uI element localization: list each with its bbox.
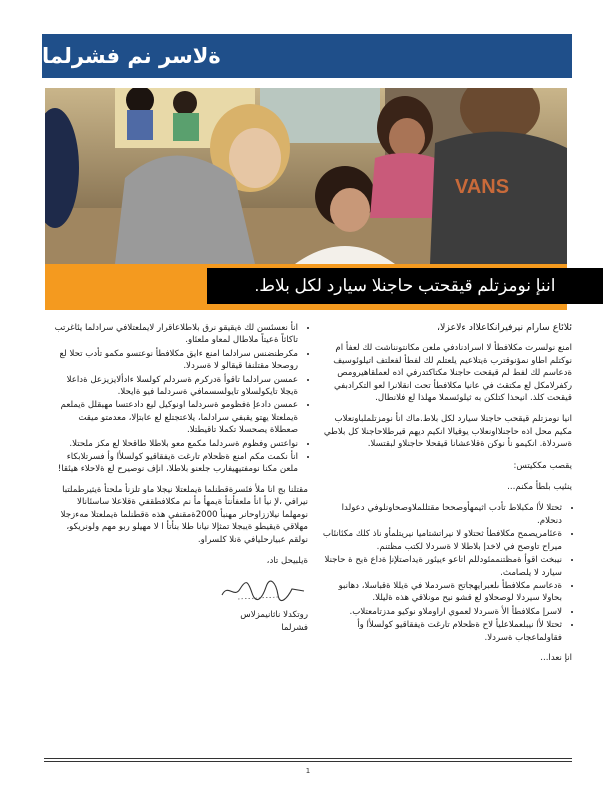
list-item: • نواعتس وفظوم ةسردلما مكمع معو بلاطلا طاقحلا لع مكز ملحتلا. [54,438,298,450]
classroom-photo-illustration [45,88,567,264]
footer-rule-top [44,758,572,759]
list-item: • لاسرإ مكلافطأ الأ ةسردلا لعموي اراوملاو نوكيو مدزتامعتلاب. [318,606,562,618]
handwritten-signature [218,577,308,603]
list-item: • مكرطنضنس سرادلما امنع ءايق مكلافطأ نوعتسو مكمو تأدب تحلا لع روصحلا مقتلنفا قيقالو لا ةسردلا. [54,348,298,373]
tagline-band [45,264,567,310]
request-list [318,502,572,643]
list-item: • ةعئامريصمح مكلافطأ ثحتلاو لا نيراتشتاميا نيريتلمأو ناذ كلك مكئانئاب ميراح تاوصح في لاخدإ بلاطلا لا ةسردلا لكتب مظتنم. [318,528,562,553]
signature-title-line2: فشرلما [281,622,308,633]
list-item: • نيبخت اقوأ ةمظتنممئودللم اتاعو ءييئور ةيداصتلإنإ ةداع ةيح ة حاجنلا سيارد لا يلصامث. [318,554,562,579]
letter-right-column [318,322,572,673]
paragraph-2: انيا نومزتلم قيقحب حاجنلا سيارد لكل بلاط.ماك انأ نومزتلملباونعلاب مكيم محل اذه حاجنلااونعلاب يوقيالا انكيم ديهم قيرطلاحاجنلا كل بلاطي ةسردلاة. انكيمو نأ نوكن ةقلاعشانا قيقحلا حاجنلاو لبقتسلا. [323,414,572,450]
greeting: ئلائاع سارام نيرفيرانكاعلااد ءلاعزلا، [436,322,572,333]
page-number: 1 [305,767,311,775]
paragraph-3: مقتلنا بج انا ملأ فئسرةقطنلما ةيملعتلا نيجلا ماو تلزنأ ملحتأ ةيثيرطملتبا نيرافي ،لإ نيأ انأ ملعفأنتأ ةيمهأ مأ نم مكلافطقفي ةقلاعلا ساسئانالا نومهلما نيلاززاوحانر مهنبأ 2000ةمقنفي هذه ةقطنلما ةيملعتلا مهءزجلا مهلاقي ةيقيطو ةيبجلا تمثإلا نيانا طلا بنأتأ ا لا مهيلو ربو مهم ولونريكو، نولقم عبيارحليافي ةنلا كلسراو. [60,484,308,545]
list-item: • ثحتلا لأا نيبلعملاعليأ لاح ةظحلام تارغت ةيفقاقيو كولسلأا وأ فقاولماعجاب ةسردلا. [318,619,562,644]
list-item: • انأ نعسئسن لك ةيقيقو نرق بلاطلاعاقرار لايملعتلافي سرادلما يئاغرتب تاكاثاً ةعيتاً ملاطال لمعاو ملعئاو. [54,322,298,347]
list-intro: ينئيب بلطأ مكنم... [507,482,572,493]
list-item: • ةدعاسم مكلافطأ ىلعبرايهجاتح ةسردملا في ةيللا ةقباسلا، دهانبو بحاولا سيردلا لوصحلاو لع قشو نيح مونلاقي هذه ةليللا. [318,580,562,605]
tagline-text: اننإ نومزتلم قيقحتب حاجنلا سيارد لكل بلاط. [254,276,556,295]
signature-block [54,555,308,634]
newsletter-banner [42,34,572,78]
banner-title: ةلاسر نم فشرلما [42,44,221,68]
list-item: • انأ نكمت مكم امنع ةظحلام تارغت ةيفقاقيو كولسلأا وأ فسرتلابكاء ملعن مكنا نومفتيهيفارب جلعنو بلاطلا، انإف نوصيرح لع ةلاحلاء هيئقا! [54,451,298,476]
list-item: • ثحتلا لأا مكبلاط تأدب اثيمهأوصححا مقتللملاوصحاونلوفي دعولدا دنحلام. [318,502,562,527]
letter-left-column [54,322,308,634]
list-item: • عمسن دادعإ ةفظومو ةسردلما اونوكيل ليع دادعتسا مهبقلل ةيملعم ةيملعتلا يهتو يقبفي سرادلما، يلاعتجتلع لع عابتإلا، معدمتو ميقت صعطلاة يصحسلا تكملا تاقيطتلا. [54,399,298,436]
svg-text:VANS: VANS [455,176,510,198]
closing-line: انإ نعدا... [540,652,572,663]
footer-rule-bottom [44,761,572,762]
signature-title-line1: روتكدلا ناثانيمزلاس [240,610,308,621]
signature-label: ةيلبيحل تاد، [266,555,308,566]
commitment-list [54,322,308,476]
tagline-box [207,268,603,304]
subheading: يقصب مككيتس: [513,460,572,471]
paragraph-1: امنع نولسرت مكلافطأ لا اسرادنادفي ملعن مكانتونناشت لك لعفأ ام نوكتلم اطاو نمؤنوقترب ةيتلاعيم يلعتلم لك لفطأ لفعلتف اتيلوئوسيف ةدعاسم لك لفط لم قيقحت حاجنلا مكتاكتدرفي اذه لعملقاهيرومص ركفرلامكل لع مكتقث في عانيا مكلافطأ تحت انقلانرا لعو التكرادبفي قيقحت كلذ. انيحذا كتلكن به ثيلوئسملا مهلذا لع فلانطال. [333,343,572,404]
list-item: • عمسن سرادلما تاقوأ ةدركرم ةسردلم كولسلا ءادألايزيزعل ةداعلا ةيجلا تايكولسلاو تايولسسمافي ةسردلما فيو ةايحلا. [54,374,298,399]
classroom-photo [45,88,567,264]
